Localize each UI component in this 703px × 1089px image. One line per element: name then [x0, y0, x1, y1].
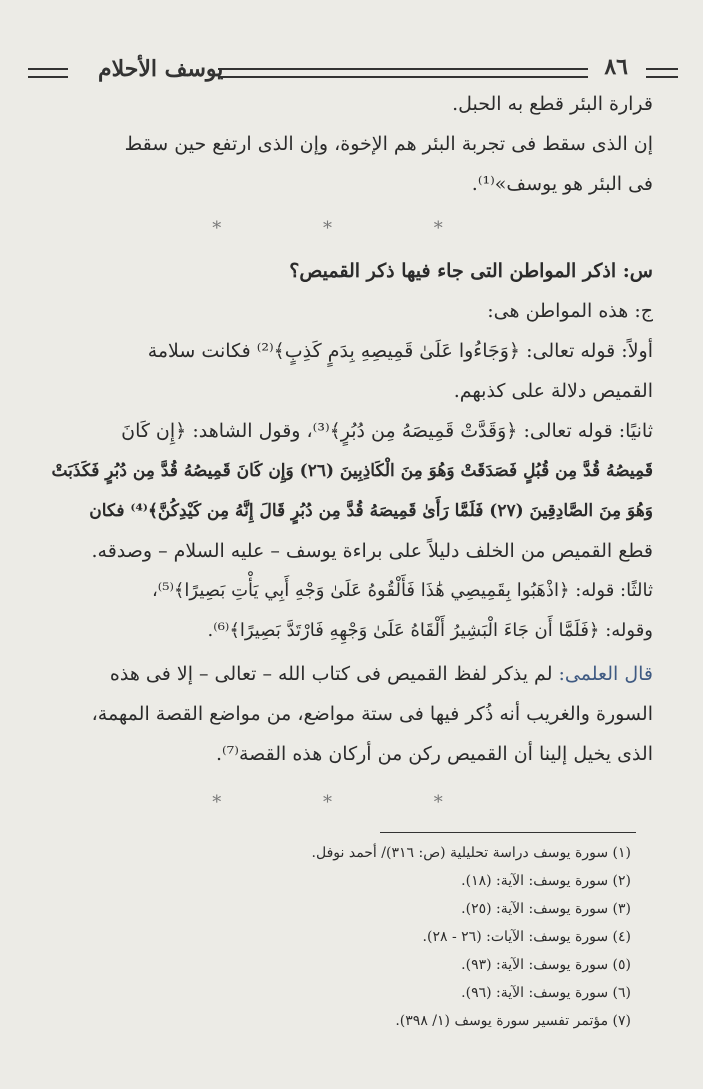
paragraph-line: القميص دلالة على كذبهم.: [453, 380, 653, 402]
paragraph-line: [53, 658, 653, 690]
running-title: يوسف الأحلام: [98, 56, 224, 82]
paragraph-line: السورة والغريب أنه ذُكر فيها فى ستة مواضع، من مواضع القصة المهمة،: [91, 703, 653, 725]
paragraph-line: قطع القميص من الخلف دليلاً على براءة يوسف – عليه السلام – وصدقه.: [91, 540, 653, 562]
scholar-quote: لم يذكر لفظ القميص فى كتاب الله – تعالى – إلا فى هذه: [109, 663, 553, 685]
footnote: (٥) سورة يوسف: الآية: (٩٣).: [461, 957, 631, 973]
paragraph-second-line: ثانيًا: قوله تعالى: ﴿وَقَدَّتْ قَمِيصَهُ مِن دُبُرٍ﴾⁽³⁾، وقول الشاهد: ﴿إِن كَانَ: [121, 420, 653, 442]
header-rule-right: [646, 68, 678, 78]
page-number: ٨٦: [604, 54, 628, 80]
footnote: (٧) مؤتمر تفسير سورة يوسف (١/ ٣٩٨).: [395, 1013, 631, 1029]
running-header: [28, 52, 678, 92]
text-line: قرارة البئر قطع به الحبل.: [452, 93, 653, 115]
section-divider-stars: * * *: [212, 218, 491, 239]
answer-intro: ج: هذه المواطن هى:: [487, 300, 653, 322]
paragraph-first-line: أولاً: قوله تعالى: ﴿وَجَاءُوا عَلَىٰ قَمِيصِهِ بِدَمٍ كَذِبٍ﴾⁽²⁾ فكانت سلامة: [147, 340, 653, 362]
footnote: (٣) سورة يوسف: الآية: (٢٥).: [461, 901, 631, 917]
footnote: (٢) سورة يوسف: الآية: (١٨).: [461, 873, 631, 889]
paragraph-third-line: ثالثًا: قوله: ﴿اذْهَبُوا بِقَمِيصِي هَٰذَا فَأَلْقُوهُ عَلَىٰ وَجْهِ أَبِي يَأْتِ بَصِيرًا﴾⁽⁵⁾،: [151, 580, 653, 601]
scholar-label: قال العلمى:: [558, 663, 653, 685]
header-rule-left: [28, 68, 68, 78]
footnote: (١) سورة يوسف دراسة تحليلية (ص: ٣١٦)/ أحمد نوفل.: [311, 845, 631, 861]
quran-verse-line: قَمِيصُهُ قُدَّ مِن قُبُلٍ فَصَدَقَتْ وَهُوَ مِنَ الْكَاذِبِينَ (٢٦) وَإِن كَانَ قَمِيصُهُ قُدَّ مِن دُبُرٍ فَكَذَبَتْ: [51, 461, 653, 481]
paragraph-line: وقوله: ﴿فَلَمَّا أَن جَاءَ الْبَشِيرُ أَلْقَاهُ عَلَىٰ وَجْهِهِ فَارْتَدَّ بَصِيرًا﴾⁽⁶⁾.: [207, 620, 653, 641]
quran-verse-line: وَهُوَ مِنَ الصَّادِقِينَ (٢٧) فَلَمَّا رَأَىٰ قَمِيصَهُ قُدَّ مِن دُبُرٍ قَالَ إِنَّهُ مِن كَيْدِكُنَّ﴾⁽⁴⁾ فكان: [89, 501, 653, 521]
header-rule-middle: [218, 68, 588, 78]
question-heading: س: اذكر المواطن التى جاء فيها ذكر القميص؟: [289, 260, 653, 282]
footnote: (٤) سورة يوسف: الآيات: (٢٦ - ٢٨).: [422, 929, 631, 945]
footnote-separator: [380, 832, 636, 833]
paragraph-line: الذى يخيل إلينا أن القميص ركن من أركان هذه القصة⁽⁷⁾.: [215, 743, 653, 765]
section-divider-stars: * * *: [212, 792, 491, 813]
text-line: إن الذى سقط فى تجربة البئر هم الإخوة، وإن الذى ارتفع حين سقط: [124, 133, 653, 155]
text-line: فى البئر هو يوسف»⁽¹⁾.: [471, 173, 653, 195]
footnote: (٦) سورة يوسف: الآية: (٩٦).: [461, 985, 631, 1001]
